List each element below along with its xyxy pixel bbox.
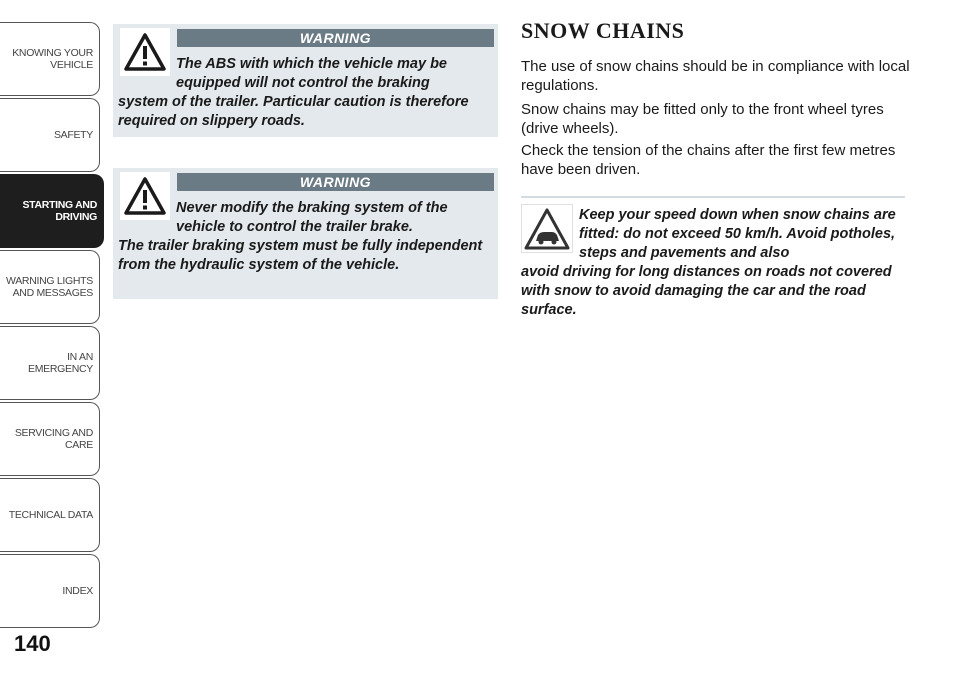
warning-lead: The ABS with which the vehicle may be equipped will not control the braking (176, 56, 447, 91)
tab-label: KNOWING YOUR (12, 47, 93, 59)
warning-text (118, 55, 493, 131)
warning-box-braking (113, 168, 498, 299)
warning-rest: system of the trailer. Particular caution is therefore required on slippery roads. (118, 94, 469, 129)
tab-knowing-your-vehicle[interactable] (0, 22, 100, 96)
snow-chains-note (521, 206, 911, 320)
warning-text (118, 199, 493, 275)
tab-label: STARTING AND (22, 199, 97, 211)
tab-in-an-emergency[interactable] (0, 326, 100, 400)
tab-label: IN AN EMERGENCY (28, 351, 93, 375)
paragraph: The use of snow chains should be in compliance with local regulations. (521, 58, 910, 94)
tab-servicing-and-care[interactable] (0, 402, 100, 476)
tab-safety[interactable] (0, 98, 100, 172)
divider (521, 196, 905, 198)
warning-box-abs (113, 24, 498, 137)
warning-rest: The trailer braking system must be fully independent from the hydraulic system of the vehicle. (118, 238, 483, 273)
tab-index[interactable] (0, 554, 100, 628)
section-title: SNOW CHAINS (521, 18, 685, 43)
note-lead: Keep your speed down when snow chains are fitted: do not exceed 50 km/h. Avoid potholes, steps and pavements and also (579, 207, 896, 261)
tab-label: INDEX (62, 585, 93, 597)
tab-label: DRIVING (55, 211, 97, 223)
tab-label: VEHICLE (50, 59, 93, 71)
paragraph: Check the tension of the chains after the first few metres have been driven. (521, 142, 896, 178)
tab-label: TECHNICAL DATA (8, 509, 93, 521)
warning-header: WARNING (177, 173, 494, 191)
tab-label: AND MESSAGES (12, 287, 93, 299)
tab-starting-and-driving[interactable] (0, 174, 104, 248)
tab-label: CARE (65, 439, 93, 451)
tab-label: WARNING LIGHTS (6, 275, 93, 287)
tab-label: SAFETY (53, 129, 93, 141)
tab-warning-lights-and-messages[interactable] (0, 250, 100, 324)
warning-lead: Never modify the braking system of the vehicle to control the trailer brake. (176, 200, 448, 235)
note-rest: avoid driving for long distances on roads not covered with snow to avoid damaging the car and the road surface. (521, 264, 892, 318)
warning-header: WARNING (177, 29, 494, 47)
page-number: 140 (14, 631, 51, 656)
tab-technical-data[interactable] (0, 478, 100, 552)
paragraph: Snow chains may be fitted only to the front wheel tyres (drive wheels). (521, 101, 884, 137)
tab-label: SERVICING AND (14, 427, 93, 439)
